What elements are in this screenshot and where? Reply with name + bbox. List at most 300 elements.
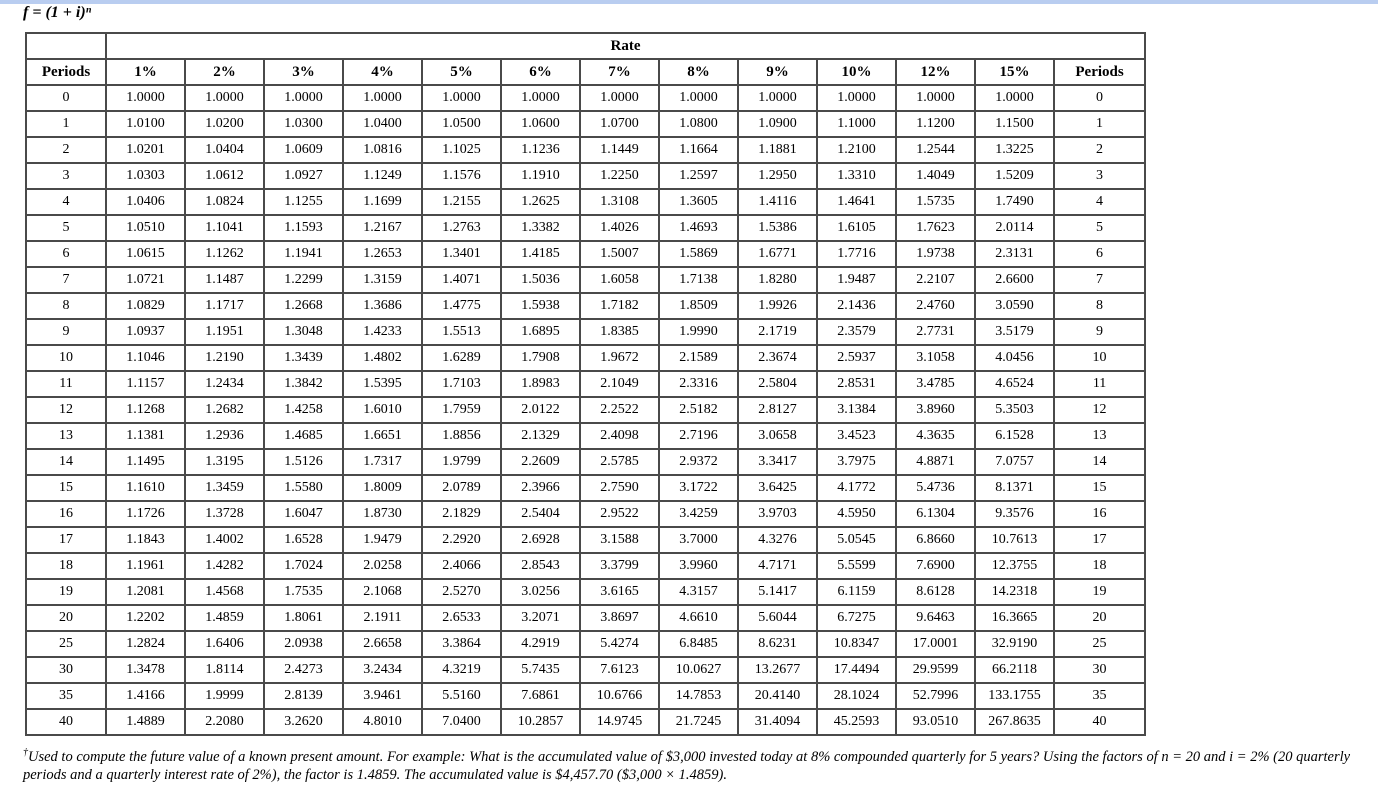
table-row xyxy=(26,631,1145,657)
table-row xyxy=(26,605,1145,631)
factor-cell: 1.7908 xyxy=(501,345,580,371)
factor-cell: 1.4889 xyxy=(106,709,185,735)
factor-cell: 1.4568 xyxy=(185,579,264,605)
factor-cell: 1.6047 xyxy=(264,501,343,527)
factor-cell: 1.2190 xyxy=(185,345,264,371)
factor-cell: 1.0612 xyxy=(185,163,264,189)
factor-cell: 1.4185 xyxy=(501,241,580,267)
factor-cell: 1.4233 xyxy=(343,319,422,345)
table-row xyxy=(26,215,1145,241)
factor-cell: 3.5179 xyxy=(975,319,1054,345)
factor-cell: 1.0700 xyxy=(580,111,659,137)
factor-cell: 1.5395 xyxy=(343,371,422,397)
factor-cell: 1.4071 xyxy=(422,267,501,293)
factor-cell: 3.9703 xyxy=(738,501,817,527)
factor-cell: 4.3157 xyxy=(659,579,738,605)
factor-cell: 6.8660 xyxy=(896,527,975,553)
factor-cell: 1.7138 xyxy=(659,267,738,293)
factor-cell: 7.6123 xyxy=(580,657,659,683)
factor-cell: 5.6044 xyxy=(738,605,817,631)
factor-cell: 1.0200 xyxy=(185,111,264,137)
factor-cell: 5.5599 xyxy=(817,553,896,579)
factor-cell: 2.1329 xyxy=(501,423,580,449)
period-cell-right: 5 xyxy=(1054,215,1145,241)
factor-cell: 2.8127 xyxy=(738,397,817,423)
factor-cell: 2.9522 xyxy=(580,501,659,527)
factor-cell: 5.3503 xyxy=(975,397,1054,423)
factor-cell: 3.8697 xyxy=(580,605,659,631)
factor-cell: 1.9738 xyxy=(896,241,975,267)
factor-cell: 1.0000 xyxy=(738,85,817,111)
factor-cell: 1.1593 xyxy=(264,215,343,241)
factor-cell: 1.0100 xyxy=(106,111,185,137)
factor-cell: 1.8856 xyxy=(422,423,501,449)
factor-cell: 1.1941 xyxy=(264,241,343,267)
factor-cell: 1.4641 xyxy=(817,189,896,215)
factor-cell: 29.9599 xyxy=(896,657,975,683)
factor-cell: 2.6928 xyxy=(501,527,580,553)
period-cell-left: 4 xyxy=(26,189,106,215)
factor-cell: 1.0201 xyxy=(106,137,185,163)
factor-cell: 3.6425 xyxy=(738,475,817,501)
factor-cell: 4.3635 xyxy=(896,423,975,449)
table-row xyxy=(26,267,1145,293)
factor-cell: 5.4736 xyxy=(896,475,975,501)
factor-cell: 1.1200 xyxy=(896,111,975,137)
factor-cell: 1.3439 xyxy=(264,345,343,371)
table-body xyxy=(26,85,1145,735)
factor-cell: 1.5209 xyxy=(975,163,1054,189)
factor-cell: 1.1664 xyxy=(659,137,738,163)
factor-cell: 32.9190 xyxy=(975,631,1054,657)
factor-cell: 1.3195 xyxy=(185,449,264,475)
rate-column-header: 3% xyxy=(264,59,343,85)
period-cell-right: 18 xyxy=(1054,553,1145,579)
top-rule xyxy=(0,0,1378,4)
factor-cell: 1.1495 xyxy=(106,449,185,475)
factor-cell: 1.6058 xyxy=(580,267,659,293)
factor-cell: 1.2100 xyxy=(817,137,896,163)
factor-cell: 2.3131 xyxy=(975,241,1054,267)
factor-cell: 1.4258 xyxy=(264,397,343,423)
factor-cell: 1.4802 xyxy=(343,345,422,371)
factor-cell: 1.6010 xyxy=(343,397,422,423)
factor-cell: 3.9960 xyxy=(659,553,738,579)
factor-cell: 4.8010 xyxy=(343,709,422,735)
period-cell-left: 11 xyxy=(26,371,106,397)
factor-cell: 2.0114 xyxy=(975,215,1054,241)
period-cell-left: 7 xyxy=(26,267,106,293)
footnote-marker: † xyxy=(23,747,28,759)
factor-cell: 2.2522 xyxy=(580,397,659,423)
rate-column-header: 9% xyxy=(738,59,817,85)
table-row xyxy=(26,85,1145,111)
factor-cell: 1.1046 xyxy=(106,345,185,371)
table-head xyxy=(26,33,1145,85)
factor-cell: 2.3316 xyxy=(659,371,738,397)
period-cell-right: 35 xyxy=(1054,683,1145,709)
factor-cell: 21.7245 xyxy=(659,709,738,735)
factor-cell: 4.7171 xyxy=(738,553,817,579)
periods-header-left: Periods xyxy=(26,59,106,85)
rate-column-header: 4% xyxy=(343,59,422,85)
factor-cell: 1.0900 xyxy=(738,111,817,137)
factor-cell: 1.0406 xyxy=(106,189,185,215)
factor-cell: 1.0721 xyxy=(106,267,185,293)
factor-cell: 1.4166 xyxy=(106,683,185,709)
periods-header-right: Periods xyxy=(1054,59,1145,85)
factor-cell: 1.1961 xyxy=(106,553,185,579)
factor-cell: 1.1843 xyxy=(106,527,185,553)
factor-cell: 1.7103 xyxy=(422,371,501,397)
factor-cell: 2.3966 xyxy=(501,475,580,501)
period-cell-right: 11 xyxy=(1054,371,1145,397)
factor-cell: 1.9799 xyxy=(422,449,501,475)
factor-cell: 1.0824 xyxy=(185,189,264,215)
factor-cell: 9.6463 xyxy=(896,605,975,631)
factor-cell: 3.3417 xyxy=(738,449,817,475)
factor-cell: 3.1588 xyxy=(580,527,659,553)
factor-cell: 1.3728 xyxy=(185,501,264,527)
factor-cell: 133.1755 xyxy=(975,683,1054,709)
factor-cell: 1.2155 xyxy=(422,189,501,215)
factor-cell: 1.5386 xyxy=(738,215,817,241)
factor-cell: 1.8385 xyxy=(580,319,659,345)
factor-cell: 4.3276 xyxy=(738,527,817,553)
factor-cell: 1.3842 xyxy=(264,371,343,397)
period-cell-right: 6 xyxy=(1054,241,1145,267)
factor-cell: 1.4282 xyxy=(185,553,264,579)
factor-cell: 1.3108 xyxy=(580,189,659,215)
factor-cell: 1.0800 xyxy=(659,111,738,137)
factor-cell: 3.7000 xyxy=(659,527,738,553)
factor-cell: 1.3605 xyxy=(659,189,738,215)
table-row xyxy=(26,501,1145,527)
factor-cell: 2.4273 xyxy=(264,657,343,683)
rate-column-header: 6% xyxy=(501,59,580,85)
factor-cell: 1.0829 xyxy=(106,293,185,319)
factor-cell: 1.0000 xyxy=(185,85,264,111)
factor-cell: 1.2824 xyxy=(106,631,185,657)
factor-cell: 3.2071 xyxy=(501,605,580,631)
factor-cell: 1.4002 xyxy=(185,527,264,553)
factor-cell: 1.3686 xyxy=(343,293,422,319)
factor-cell: 1.1487 xyxy=(185,267,264,293)
period-cell-left: 8 xyxy=(26,293,106,319)
table-row xyxy=(26,319,1145,345)
rate-column-header: 1% xyxy=(106,59,185,85)
factor-cell: 1.0300 xyxy=(264,111,343,137)
factor-cell: 1.1025 xyxy=(422,137,501,163)
factor-cell: 4.3219 xyxy=(422,657,501,683)
factor-cell: 1.0510 xyxy=(106,215,185,241)
factor-cell: 2.2080 xyxy=(185,709,264,735)
period-cell-right: 0 xyxy=(1054,85,1145,111)
factor-cell: 10.2857 xyxy=(501,709,580,735)
factor-cell: 5.1417 xyxy=(738,579,817,605)
period-cell-left: 18 xyxy=(26,553,106,579)
factor-cell: 2.3674 xyxy=(738,345,817,371)
factor-cell: 2.2920 xyxy=(422,527,501,553)
factor-cell: 6.1528 xyxy=(975,423,1054,449)
factor-cell: 1.0000 xyxy=(106,85,185,111)
factor-cell: 1.1610 xyxy=(106,475,185,501)
factor-cell: 1.7182 xyxy=(580,293,659,319)
factor-cell: 3.9461 xyxy=(343,683,422,709)
table-row xyxy=(26,579,1145,605)
factor-cell: 2.1829 xyxy=(422,501,501,527)
factor-cell: 4.2919 xyxy=(501,631,580,657)
future-value-factor-table xyxy=(25,32,1146,736)
factor-cell: 4.1772 xyxy=(817,475,896,501)
factor-cell: 3.4259 xyxy=(659,501,738,527)
factor-cell: 52.7996 xyxy=(896,683,975,709)
factor-cell: 1.2434 xyxy=(185,371,264,397)
table-row xyxy=(26,683,1145,709)
factor-cell: 2.1436 xyxy=(817,293,896,319)
factor-cell: 1.0000 xyxy=(501,85,580,111)
factor-cell: 6.1304 xyxy=(896,501,975,527)
factor-cell: 7.6861 xyxy=(501,683,580,709)
factor-cell: 2.4066 xyxy=(422,553,501,579)
factor-cell: 2.3579 xyxy=(817,319,896,345)
factor-cell: 1.4049 xyxy=(896,163,975,189)
table-row xyxy=(26,111,1145,137)
factor-cell: 1.0816 xyxy=(343,137,422,163)
period-cell-right: 7 xyxy=(1054,267,1145,293)
table-row xyxy=(26,189,1145,215)
table-row xyxy=(26,475,1145,501)
factor-cell: 1.1000 xyxy=(817,111,896,137)
factor-cell: 1.5513 xyxy=(422,319,501,345)
factor-cell: 10.7613 xyxy=(975,527,1054,553)
factor-cell: 2.6600 xyxy=(975,267,1054,293)
factor-cell: 3.2434 xyxy=(343,657,422,683)
factor-cell: 1.1268 xyxy=(106,397,185,423)
factor-cell: 7.6900 xyxy=(896,553,975,579)
factor-cell: 1.0609 xyxy=(264,137,343,163)
table-row xyxy=(26,293,1145,319)
factor-cell: 1.5938 xyxy=(501,293,580,319)
period-cell-right: 20 xyxy=(1054,605,1145,631)
factor-cell: 1.8509 xyxy=(659,293,738,319)
period-cell-left: 13 xyxy=(26,423,106,449)
factor-cell: 1.0600 xyxy=(501,111,580,137)
factor-cell: 1.5007 xyxy=(580,241,659,267)
factor-cell: 2.0122 xyxy=(501,397,580,423)
factor-cell: 66.2118 xyxy=(975,657,1054,683)
factor-cell: 3.0256 xyxy=(501,579,580,605)
factor-cell: 1.2668 xyxy=(264,293,343,319)
factor-cell: 16.3665 xyxy=(975,605,1054,631)
factor-cell: 1.4693 xyxy=(659,215,738,241)
factor-cell: 6.1159 xyxy=(817,579,896,605)
factor-cell: 1.1910 xyxy=(501,163,580,189)
factor-cell: 8.6231 xyxy=(738,631,817,657)
factor-cell: 1.2625 xyxy=(501,189,580,215)
factor-cell: 2.0789 xyxy=(422,475,501,501)
factor-cell: 1.1951 xyxy=(185,319,264,345)
factor-cell: 2.5182 xyxy=(659,397,738,423)
factor-cell: 2.7196 xyxy=(659,423,738,449)
table-row xyxy=(26,345,1145,371)
factor-cell: 1.4026 xyxy=(580,215,659,241)
rate-column-header: 5% xyxy=(422,59,501,85)
period-cell-right: 19 xyxy=(1054,579,1145,605)
factor-cell: 1.2299 xyxy=(264,267,343,293)
factor-cell: 1.7024 xyxy=(264,553,343,579)
factor-cell: 1.0000 xyxy=(343,85,422,111)
factor-cell: 1.2081 xyxy=(106,579,185,605)
factor-cell: 2.5404 xyxy=(501,501,580,527)
factor-cell: 2.2107 xyxy=(896,267,975,293)
factor-cell: 1.0000 xyxy=(896,85,975,111)
factor-cell: 1.2763 xyxy=(422,215,501,241)
factor-cell: 2.5804 xyxy=(738,371,817,397)
corner-cell xyxy=(26,33,106,59)
period-cell-right: 16 xyxy=(1054,501,1145,527)
factor-cell: 1.3225 xyxy=(975,137,1054,163)
factor-cell: 2.1911 xyxy=(343,605,422,631)
factor-cell: 2.9372 xyxy=(659,449,738,475)
factor-cell: 1.0500 xyxy=(422,111,501,137)
period-cell-left: 0 xyxy=(26,85,106,111)
factor-cell: 2.5270 xyxy=(422,579,501,605)
period-cell-right: 30 xyxy=(1054,657,1145,683)
period-cell-left: 9 xyxy=(26,319,106,345)
factor-cell: 2.4760 xyxy=(896,293,975,319)
factor-cell: 1.2682 xyxy=(185,397,264,423)
factor-cell: 1.5735 xyxy=(896,189,975,215)
factor-cell: 1.0000 xyxy=(975,85,1054,111)
period-cell-left: 15 xyxy=(26,475,106,501)
factor-cell: 1.8114 xyxy=(185,657,264,683)
factor-cell: 1.1500 xyxy=(975,111,1054,137)
factor-cell: 1.1449 xyxy=(580,137,659,163)
factor-cell: 1.0000 xyxy=(659,85,738,111)
rate-header-row xyxy=(26,33,1145,59)
factor-cell: 1.3382 xyxy=(501,215,580,241)
factor-cell: 4.0456 xyxy=(975,345,1054,371)
factor-cell: 1.2597 xyxy=(659,163,738,189)
factor-cell: 3.4785 xyxy=(896,371,975,397)
factor-cell: 1.1699 xyxy=(343,189,422,215)
table-row xyxy=(26,137,1145,163)
factor-cell: 3.3799 xyxy=(580,553,659,579)
rate-column-header: 12% xyxy=(896,59,975,85)
factor-cell: 1.7535 xyxy=(264,579,343,605)
factor-cell: 1.6771 xyxy=(738,241,817,267)
factor-cell: 1.1249 xyxy=(343,163,422,189)
factor-cell: 1.1717 xyxy=(185,293,264,319)
factor-cell: 2.1719 xyxy=(738,319,817,345)
rate-column-header: 2% xyxy=(185,59,264,85)
factor-cell: 1.3159 xyxy=(343,267,422,293)
factor-cell: 2.5937 xyxy=(817,345,896,371)
footnote xyxy=(23,748,1363,784)
period-cell-left: 16 xyxy=(26,501,106,527)
factor-cell: 2.7731 xyxy=(896,319,975,345)
factor-cell: 7.0757 xyxy=(975,449,1054,475)
factor-cell: 5.5160 xyxy=(422,683,501,709)
factor-cell: 10.8347 xyxy=(817,631,896,657)
factor-cell: 1.9990 xyxy=(659,319,738,345)
table-row xyxy=(26,371,1145,397)
factor-cell: 1.3048 xyxy=(264,319,343,345)
period-cell-left: 30 xyxy=(26,657,106,683)
period-cell-left: 6 xyxy=(26,241,106,267)
factor-cell: 2.8543 xyxy=(501,553,580,579)
period-cell-right: 10 xyxy=(1054,345,1145,371)
factor-cell: 1.8280 xyxy=(738,267,817,293)
factor-cell: 1.0400 xyxy=(343,111,422,137)
factor-cell: 3.1058 xyxy=(896,345,975,371)
factor-cell: 93.0510 xyxy=(896,709,975,735)
factor-cell: 267.8635 xyxy=(975,709,1054,735)
factor-cell: 1.3401 xyxy=(422,241,501,267)
factor-cell: 1.4775 xyxy=(422,293,501,319)
factor-cell: 1.1576 xyxy=(422,163,501,189)
factor-cell: 1.0000 xyxy=(422,85,501,111)
factor-cell: 2.7590 xyxy=(580,475,659,501)
column-header-row xyxy=(26,59,1145,85)
factor-cell: 1.8730 xyxy=(343,501,422,527)
factor-cell: 4.5950 xyxy=(817,501,896,527)
factor-cell: 9.3576 xyxy=(975,501,1054,527)
rate-column-header: 7% xyxy=(580,59,659,85)
factor-cell: 1.6105 xyxy=(817,215,896,241)
factor-cell: 1.6289 xyxy=(422,345,501,371)
period-cell-right: 12 xyxy=(1054,397,1145,423)
factor-cell: 2.5785 xyxy=(580,449,659,475)
factor-cell: 1.3459 xyxy=(185,475,264,501)
period-cell-left: 19 xyxy=(26,579,106,605)
table-row xyxy=(26,423,1145,449)
factor-cell: 1.1157 xyxy=(106,371,185,397)
factor-cell: 1.8009 xyxy=(343,475,422,501)
factor-cell: 1.0000 xyxy=(580,85,659,111)
factor-cell: 1.9999 xyxy=(185,683,264,709)
factor-cell: 1.6651 xyxy=(343,423,422,449)
table-row xyxy=(26,657,1145,683)
period-cell-right: 17 xyxy=(1054,527,1145,553)
factor-cell: 4.8871 xyxy=(896,449,975,475)
factor-cell: 1.1262 xyxy=(185,241,264,267)
factor-cell: 1.7623 xyxy=(896,215,975,241)
period-cell-right: 4 xyxy=(1054,189,1145,215)
factor-cell: 6.7275 xyxy=(817,605,896,631)
period-cell-left: 5 xyxy=(26,215,106,241)
period-cell-right: 2 xyxy=(1054,137,1145,163)
factor-cell: 14.7853 xyxy=(659,683,738,709)
factor-cell: 8.6128 xyxy=(896,579,975,605)
factor-cell: 1.8983 xyxy=(501,371,580,397)
factor-cell: 5.0545 xyxy=(817,527,896,553)
table-row xyxy=(26,449,1145,475)
factor-cell: 3.7975 xyxy=(817,449,896,475)
factor-cell: 1.4116 xyxy=(738,189,817,215)
factor-cell: 1.9479 xyxy=(343,527,422,553)
period-cell-left: 20 xyxy=(26,605,106,631)
factor-cell: 1.0404 xyxy=(185,137,264,163)
factor-cell: 1.2202 xyxy=(106,605,185,631)
factor-cell: 1.2950 xyxy=(738,163,817,189)
factor-cell: 2.6533 xyxy=(422,605,501,631)
factor-cell: 1.1881 xyxy=(738,137,817,163)
factor-cell: 3.8960 xyxy=(896,397,975,423)
factor-cell: 1.6528 xyxy=(264,527,343,553)
factor-cell: 1.0000 xyxy=(264,85,343,111)
